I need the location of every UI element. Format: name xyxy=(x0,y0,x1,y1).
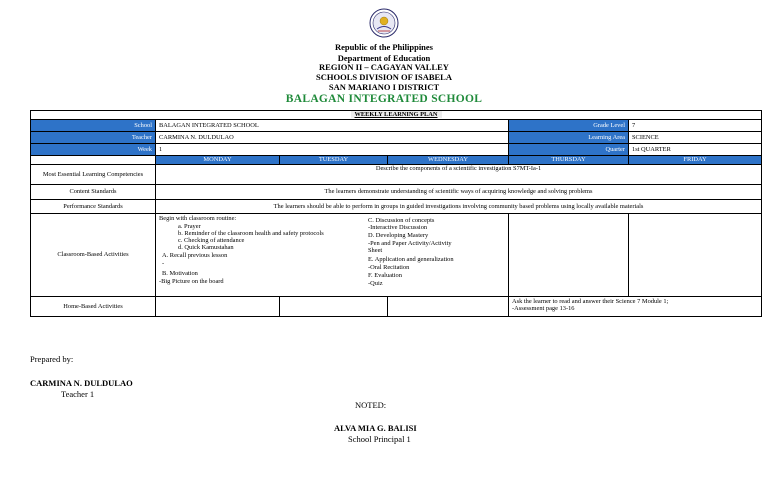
day-wednesday: WEDNESDAY xyxy=(388,156,509,165)
classroom-line: -Oral Recitation xyxy=(368,264,410,271)
days-row xyxy=(31,156,762,165)
home-monday xyxy=(156,297,280,317)
days-corner xyxy=(31,156,156,165)
home-line: Ask the learner to read and answer their Science 7 Module 1; xyxy=(512,298,669,305)
area-label: Learning Area xyxy=(509,132,629,144)
content-value: The learners demonstrate understanding of scientific ways of acquiring knowledge and solving problems xyxy=(156,185,762,200)
teacher-label: Teacher xyxy=(31,132,156,144)
classroom-line: C. Discussion of concepts xyxy=(368,217,435,224)
principal-name: ALVA MIA G. BALISI xyxy=(334,423,417,433)
quarter-label: Quarter xyxy=(509,144,629,156)
day-tuesday: TUESDAY xyxy=(280,156,388,165)
performance-row xyxy=(31,200,762,214)
classroom-thursday xyxy=(509,214,629,297)
region-line: REGION II – CAGAYAN VALLEY xyxy=(319,62,449,72)
classroom-line: Sheet xyxy=(368,247,383,254)
area-value: SCIENCE xyxy=(629,132,762,144)
school-name: BALAGAN INTEGRATED SCHOOL xyxy=(285,93,483,105)
home-line: -Assessment page 13-16 xyxy=(512,305,575,313)
week-value: 1 xyxy=(156,144,509,156)
home-wednesday xyxy=(388,297,509,317)
melc-value: Describe the components of a scientific investigation S7MT-Ia-1 xyxy=(156,165,762,185)
classroom-line: d. Quick Kamustahan xyxy=(178,244,234,251)
melc-row xyxy=(31,165,762,185)
classroom-line: a. Prayer xyxy=(178,223,201,230)
classroom-friday xyxy=(629,214,762,297)
classroom-activities xyxy=(156,214,508,296)
performance-label: Performance Standards xyxy=(31,200,156,214)
weekly-learning-plan-table xyxy=(30,110,762,317)
preparer-name: CARMINA N. DULDULAO xyxy=(30,378,133,388)
classroom-line: A. Recall previous lesson xyxy=(162,252,228,259)
home-label: Home-Based Activities xyxy=(31,297,156,317)
home-thursday xyxy=(509,297,762,317)
classroom-line: -Quiz xyxy=(368,280,383,287)
home-tuesday xyxy=(280,297,388,317)
teacher-value: CARMINA N. DULDULAO xyxy=(156,132,509,144)
plan-title: WEEKLY LEARNING PLAN xyxy=(351,111,442,118)
classroom-line: - xyxy=(162,260,165,267)
classroom-label: Classroom-Based Activities xyxy=(31,214,156,297)
classroom-line: F. Evaluation xyxy=(368,272,402,279)
noted-label: NOTED: xyxy=(355,400,387,410)
content-label: Content Standards xyxy=(31,185,156,200)
classroom-line: -Pen and Paper Activity/Activity xyxy=(368,240,452,247)
classroom-line: -Big Picture on the board xyxy=(159,278,224,285)
school-label: School xyxy=(31,120,156,132)
day-monday: MONDAY xyxy=(156,156,280,165)
day-thursday: THURSDAY xyxy=(509,156,629,165)
home-row xyxy=(31,297,762,317)
week-label: Week xyxy=(31,144,156,156)
deped-seal-icon xyxy=(369,8,399,38)
classroom-row xyxy=(31,214,762,297)
school-row xyxy=(31,120,762,132)
classroom-line: b. Reminder of the classroom health and safety protocols xyxy=(178,230,324,237)
week-row xyxy=(31,144,762,156)
classroom-line: -Interactive Discussion xyxy=(368,224,428,231)
prepared-by-label: Prepared by: xyxy=(30,354,74,364)
classroom-line: B. Motivation xyxy=(162,270,198,277)
school-value: BALAGAN INTEGRATED SCHOOL xyxy=(156,120,509,132)
principal-title: School Principal 1 xyxy=(348,434,411,444)
performance-value: The learners should be able to perform in groups in guided investigations involving community based problems using locally available materials xyxy=(156,200,762,214)
classroom-line: E. Application and generalization xyxy=(368,256,454,263)
republic-line: Republic of the Philippines xyxy=(334,42,433,52)
quarter-value: 1st QUARTER xyxy=(629,144,762,156)
plan-title-row xyxy=(31,111,762,120)
classroom-line: c. Checking of attendance xyxy=(178,237,245,244)
grade-label: Grade Level xyxy=(509,120,629,132)
department-line: Department of Education xyxy=(337,53,431,63)
grade-value: 7 xyxy=(629,120,762,132)
teacher-row xyxy=(31,132,762,144)
content-row xyxy=(31,185,762,200)
classroom-line: Begin with classroom routine: xyxy=(159,215,237,222)
division-line: SCHOOLS DIVISION OF ISABELA xyxy=(316,72,452,82)
district-line: SAN MARIANO I DISTRICT xyxy=(328,82,440,92)
classroom-line: D. Developing Mastery xyxy=(368,232,429,239)
preparer-title: Teacher 1 xyxy=(61,389,95,399)
day-friday: FRIDAY xyxy=(629,156,762,165)
melc-label: Most Essential Learning Competencies xyxy=(31,165,156,185)
